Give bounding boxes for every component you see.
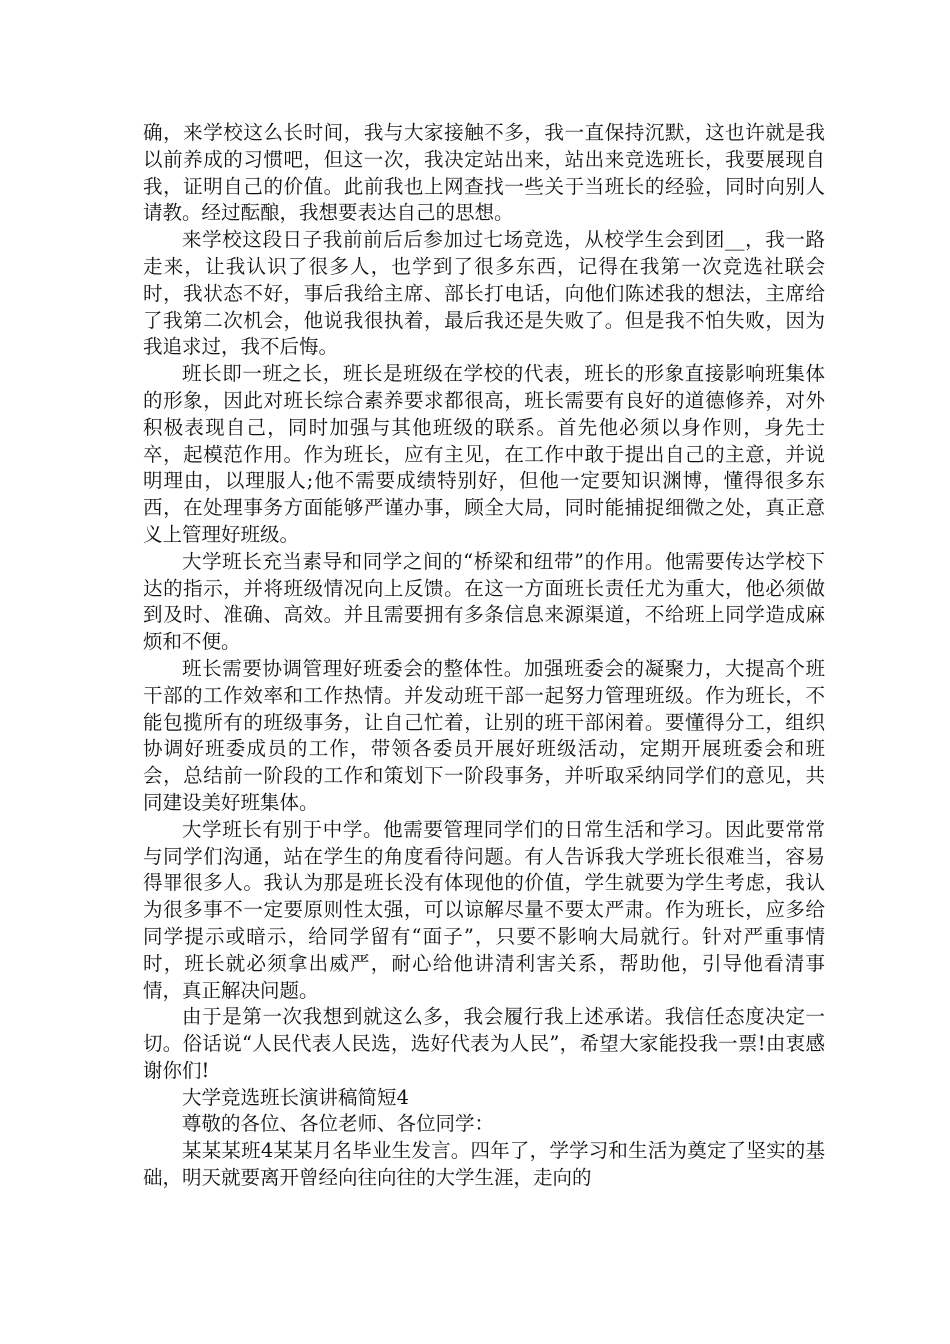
paragraph-1: 确，来学校这么长时间，我与大家接触不多，我一直保持沉默，这也许就是我以前养成的习惯吧，但这一次，我决定站出来，站出来竞选班长，我要展现自我，证明自己的价值。此前我也上网查找一些关于当班长的经验，同时向别人请教。经过酝酿，我想要表达自己的思想。 xyxy=(143,121,825,225)
salutation: 尊敬的各位、各位老师、各位同学： xyxy=(182,1112,495,1136)
paragraph-2: 来学校这段日子我前前后后参加过七场竞选，从校学生会到团__，我一路走来，让我认识了很多人，也学到了很多东西，记得在我第一次竞选社联会时，我状态不好，事后我给主席、部长打电话，向他们陈述我的想法，主席给了我第二次机会，他说我很执着，最后我还是失败了。但是我不怕失败，因为我追求过，我不后悔。 xyxy=(143,228,825,359)
paragraph-5: 班长需要协调管理好班委会的整体性。加强班委会的凝聚力，大提高个班干部的工作效率和工作热情。并发动班干部一起努力管理班级。作为班长，不能包揽所有的班级事务，让自己忙着，让别的班干部闲着。要懂得分工，组织协调好班委成员的工作，带领各委员开展好班级活动，定期开展班委会和班会，总结前一阶段的工作和策划下一阶段事务，并听取采纳同学们的意见，共同建设美好班集体。 xyxy=(143,656,825,814)
paragraph-7: 由于是第一次我想到就这么多，我会履行我上述承诺。我信任态度决定一切。俗话说“人民代表人民选，选好代表为人民”，希望大家能投我一票!由衷感谢你们! xyxy=(143,1005,825,1082)
document-body xyxy=(143,120,825,1192)
paragraph-3: 班长即一班之长，班长是班级在学校的代表，班长的形象直接影响班集体的形象，因此对班长综合素养要求都很高，班长需要有良好的道德修养，对外积极表现自己，同时加强与其他班级的联系。首先他必须以身作则，身先士卒，起模范作用。作为班长，应有主见，在工作中敢于提出自己的主意，并说明理由，以理服人;他不需要成绩特别好，但他一定要知识渊博，懂得很多东西，在处理事务方面能够严谨办事，顾全大局，同时能捕捉细微之处，真正意义上管理好班级。 xyxy=(143,362,825,546)
paragraph-6: 大学班长有别于中学。他需要管理同学们的日常生活和学习。因此要常常与同学们沟通，站在学生的角度看待问题。有人告诉我大学班长很难当，容易得罪很多人。我认为那是班长没有体现他的价值，学生就要为学生考虑，我认为很多事不一定要原则性太强，可以谅解尽量不要太严肃。作为班长，应多给同学提示或暗示，给同学留有“面子”，只要不影响大局就行。针对严重事情时，班长就必须拿出威严，耐心给他讲清利害关系，帮助他，引导他看清事情，真正解决问题。 xyxy=(143,817,825,1002)
section-title: 大学竞选班长演讲稿简短4 xyxy=(182,1085,409,1109)
paragraph-4: 大学班长充当素导和同学之间的“桥梁和纽带”的作用。他需要传达学校下达的指示，并将班级情况向上反馈。在这一方面班长责任尤为重大，他必须做到及时、准确、高效。并且需要拥有多条信息来源渠道，不给班上同学造成麻烦和不便。 xyxy=(143,549,825,654)
paragraph-10: 某某某班4某某月名毕业生发言。四年了，学学习和生活为奠定了坚实的基础，明天就要离开曾经向往向往的大学生涯，走向的 xyxy=(143,1139,825,1190)
